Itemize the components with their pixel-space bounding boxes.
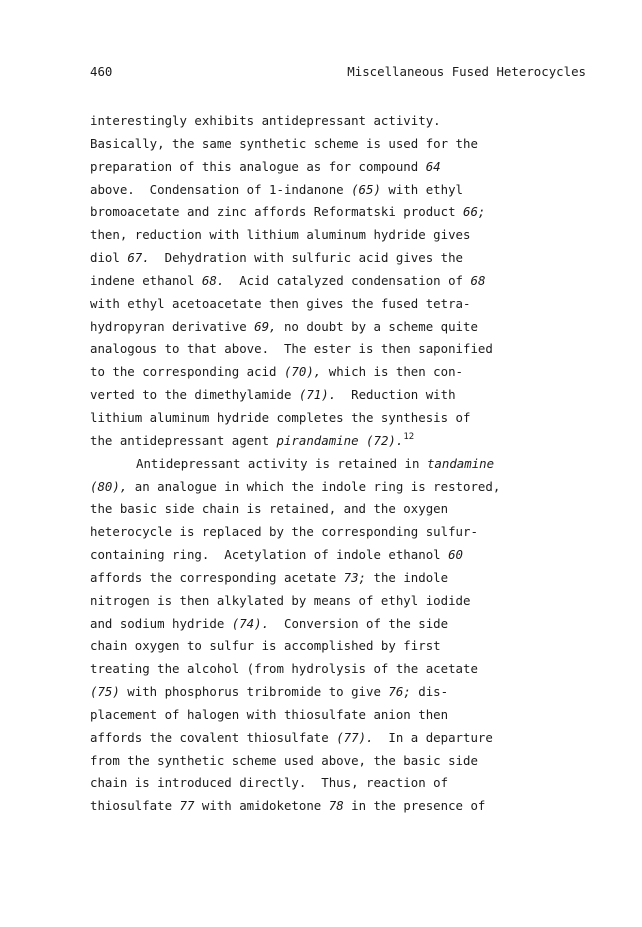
- text-line: [90, 110, 610, 133]
- text-line: [90, 521, 610, 544]
- text-line: [90, 613, 610, 636]
- text-segment: verted to the dimethylamide: [90, 387, 299, 403]
- text-segment: then, reduction with lithium aluminum hydride gives: [90, 227, 471, 243]
- text-segment: with phosphorus tribromide to give: [119, 684, 389, 700]
- text-segment: 64: [425, 158, 441, 174]
- text-segment: 73;: [343, 569, 367, 585]
- text-segment: 60: [448, 547, 463, 563]
- footnote-reference: 12: [403, 431, 415, 442]
- text-segment: affords the covalent thiosulfate: [90, 729, 337, 745]
- text-segment: treating the alcohol (from hydrolysis of the acetate: [90, 661, 478, 677]
- text-line: [90, 498, 610, 521]
- running-title: Miscellaneous Fused Heterocycles: [347, 64, 586, 79]
- text-segment: dis-: [410, 684, 449, 700]
- text-segment: with amidoketone: [194, 798, 329, 814]
- text-line: [90, 727, 610, 750]
- text-segment: nitrogen is then alkylated by means of ethyl iodide: [90, 592, 471, 608]
- text-line: [90, 179, 610, 202]
- text-segment: heterocycle is replaced by the corresponding sulfur-: [90, 524, 478, 540]
- text-segment: Dehydration with sulfuric acid gives the: [149, 250, 464, 266]
- text-segment: diol: [90, 250, 128, 266]
- text-line: [90, 293, 610, 316]
- text-line: [90, 361, 610, 384]
- text-line: [90, 544, 610, 567]
- text-segment: the indole: [366, 569, 449, 585]
- text-line: [90, 681, 610, 704]
- text-line: [90, 453, 610, 476]
- text-line: [90, 156, 610, 179]
- text-segment: hydropyran derivative: [90, 318, 255, 334]
- text-line: [90, 567, 610, 590]
- text-line: [90, 476, 610, 499]
- text-segment: chain oxygen to sulfur is accomplished by first: [90, 638, 441, 654]
- text-line: [90, 316, 610, 339]
- text-line: [90, 201, 610, 224]
- text-segment: interestingly exhibits antidepressant activity.: [90, 113, 441, 128]
- text-segment: to the corresponding acid: [90, 364, 284, 380]
- text-segment: Antidepressant activity is retained in: [136, 455, 427, 471]
- text-segment: 76;: [388, 684, 411, 700]
- text-segment: Conversion of the side: [269, 615, 449, 631]
- text-segment: Reduction with: [336, 387, 456, 403]
- text-line: [90, 133, 610, 156]
- page-number: 460: [90, 64, 113, 79]
- text-line: [90, 247, 610, 270]
- text-segment: (72).: [366, 432, 404, 448]
- text-segment: pirandamine: [276, 432, 359, 448]
- text-segment: affords the corresponding acetate: [90, 569, 344, 585]
- text-line: [90, 224, 610, 247]
- text-segment: the basic side chain is retained, and the oxygen: [90, 501, 449, 517]
- text-segment: and sodium hydride: [90, 615, 232, 631]
- text-segment: Acid catalyzed condensation of: [224, 272, 471, 288]
- body-text: [90, 110, 610, 818]
- text-segment: with ethyl: [380, 181, 463, 197]
- text-segment: placement of halogen with thiosulfate anion then: [90, 706, 449, 722]
- text-segment: (71).: [298, 387, 337, 403]
- text-segment: from the synthetic scheme used above, the basic side: [90, 752, 478, 768]
- text-segment: an analogue in which the indole ring is restored,: [127, 478, 501, 494]
- text-segment: with ethyl acetoacetate then gives the fused tetra-: [90, 295, 471, 311]
- text-segment: [359, 433, 366, 448]
- text-segment: thiosulfate: [90, 798, 180, 814]
- text-segment: 78: [328, 798, 344, 814]
- text-segment: above. Condensation of 1-indanone: [90, 181, 352, 197]
- text-segment: (75): [90, 684, 120, 700]
- text-segment: (77).: [336, 729, 374, 745]
- page-header: [90, 63, 586, 81]
- text-segment: chain is introduced directly. Thus, reaction of: [90, 775, 449, 791]
- text-segment: lithium aluminum hydride completes the synthesis of: [90, 409, 471, 425]
- text-segment: 68: [470, 272, 486, 288]
- text-segment: bromoacetate and zinc affords Reformatski product: [90, 204, 463, 220]
- text-line: [90, 772, 610, 795]
- text-segment: preparation of this analogue as for compound: [90, 158, 426, 174]
- text-line: [90, 270, 610, 293]
- text-segment: 67.: [127, 250, 150, 266]
- text-segment: (80),: [90, 478, 128, 494]
- text-line: [90, 704, 610, 727]
- text-segment: which is then con-: [321, 364, 464, 380]
- text-line: [90, 407, 610, 430]
- text-segment: analogous to that above. The ester is then saponified: [90, 341, 493, 357]
- text-segment: In a departure: [373, 729, 493, 745]
- text-line: [90, 795, 610, 818]
- text-line: [90, 430, 610, 453]
- text-line: [90, 750, 610, 773]
- text-segment: no doubt by a scheme quite: [276, 318, 478, 334]
- text-segment: (65): [351, 181, 381, 197]
- text-segment: Basically, the same synthetic scheme is used for the: [90, 135, 478, 151]
- text-line: [90, 635, 610, 658]
- text-segment: 77: [179, 798, 195, 814]
- text-line: [90, 384, 610, 407]
- text-segment: 68.: [201, 272, 225, 288]
- text-segment: (74).: [231, 615, 270, 631]
- text-segment: containing ring. Acetylation of indole ethanol: [90, 547, 449, 563]
- text-segment: the antidepressant agent: [90, 432, 277, 448]
- text-line: [90, 590, 610, 613]
- text-line: [90, 338, 610, 361]
- text-line: [90, 658, 610, 681]
- text-segment: (70),: [283, 364, 322, 380]
- text-segment: tandamine: [426, 455, 495, 471]
- text-segment: indene ethanol: [90, 272, 202, 288]
- text-segment: 69,: [254, 318, 277, 334]
- text-segment: 66;: [463, 204, 486, 220]
- text-segment: in the presence of: [343, 798, 486, 814]
